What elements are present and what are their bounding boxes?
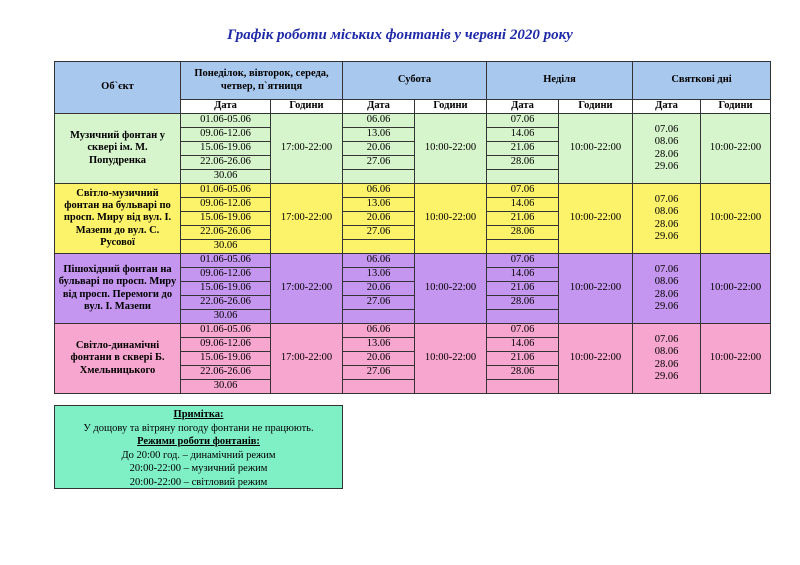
saturday-date-cell: 27.06 [343, 366, 415, 380]
holiday-date: 08.06 [654, 276, 679, 288]
sunday-date-cell [487, 310, 559, 324]
sunday-date-cell [487, 240, 559, 254]
schedule-body [55, 114, 771, 394]
saturday-date-cell: 20.06 [343, 282, 415, 296]
table-row [55, 184, 771, 198]
sunday-date-cell [487, 170, 559, 184]
weekday-date-cell: 01.06-05.06 [181, 324, 271, 338]
saturday-date-cell: 13.06 [343, 268, 415, 282]
saturday-date-cell: 06.06 [343, 324, 415, 338]
sunday-hours-cell: 10:00-22:00 [559, 324, 633, 394]
holiday-date: 08.06 [654, 346, 679, 358]
weekday-date-cell: 15.06-19.06 [181, 142, 271, 156]
fountain-name: Пішохідний фонтан на бульварі по просп. Миру від просп. Перемоги до вул. І. Мазепи [55, 254, 181, 324]
sunday-date-cell: 07.06 [487, 324, 559, 338]
subheader-date: Дата [343, 100, 415, 114]
weekday-date-cell: 22.06-26.06 [181, 296, 271, 310]
sunday-date-cell: 28.06 [487, 226, 559, 240]
saturday-date-cell [343, 310, 415, 324]
holiday-hours-cell: 10:00-22:00 [701, 184, 771, 254]
holiday-date: 28.06 [654, 218, 679, 230]
sunday-hours-cell: 10:00-22:00 [559, 184, 633, 254]
weekday-hours-cell: 17:00-22:00 [271, 114, 343, 184]
fountain-name: Музичний фонтан у сквері ім. М. Попудренка [55, 114, 181, 184]
weekday-date-cell: 01.06-05.06 [181, 254, 271, 268]
holiday-hours-cell: 10:00-22:00 [701, 324, 771, 394]
saturday-date-cell: 06.06 [343, 184, 415, 198]
note-text: У дощову та вітряну погоду фонтани не працюють. [83, 422, 314, 434]
holiday-hours-cell: 10:00-22:00 [701, 254, 771, 324]
holiday-date: 29.06 [654, 230, 679, 242]
holiday-date: 29.06 [654, 300, 679, 312]
subheader-date: Дата [487, 100, 559, 114]
sunday-date-cell: 14.06 [487, 128, 559, 142]
saturday-hours-cell: 10:00-22:00 [415, 114, 487, 184]
weekday-date-cell: 30.06 [181, 240, 271, 254]
sunday-date-cell: 07.06 [487, 114, 559, 128]
sunday-date-cell: 14.06 [487, 338, 559, 352]
sunday-date-cell: 14.06 [487, 198, 559, 212]
sunday-date-cell: 14.06 [487, 268, 559, 282]
holiday-date: 28.06 [654, 358, 679, 370]
weekday-date-cell: 15.06-19.06 [181, 352, 271, 366]
weekday-date-cell: 30.06 [181, 170, 271, 184]
holiday-date: 07.06 [654, 124, 679, 136]
sunday-date-cell: 21.06 [487, 282, 559, 296]
weekday-date-cell: 09.06-12.06 [181, 268, 271, 282]
subheader-date: Дата [633, 100, 701, 114]
schedule-table [54, 61, 771, 394]
mode-line: 20:00-22:00 – музичний режим [129, 463, 268, 474]
holiday-hours-cell: 10:00-22:00 [701, 114, 771, 184]
sunday-date-cell: 21.06 [487, 352, 559, 366]
weekday-hours-cell: 17:00-22:00 [271, 324, 343, 394]
saturday-date-cell [343, 240, 415, 254]
holiday-date: 07.06 [654, 264, 679, 276]
subheader-hours: Години [701, 100, 771, 114]
saturday-hours-cell: 10:00-22:00 [415, 254, 487, 324]
weekday-date-cell: 22.06-26.06 [181, 226, 271, 240]
weekday-hours-cell: 17:00-22:00 [271, 184, 343, 254]
header-saturday: Субота [343, 62, 487, 100]
sunday-hours-cell: 10:00-22:00 [559, 254, 633, 324]
weekday-hours-cell: 17:00-22:00 [271, 254, 343, 324]
page-title: Графік роботи міських фонтанів у червні 2020 року [227, 27, 573, 43]
saturday-hours-cell: 10:00-22:00 [415, 324, 487, 394]
weekday-date-cell: 30.06 [181, 380, 271, 394]
saturday-date-cell: 27.06 [343, 156, 415, 170]
holiday-date: 28.06 [654, 148, 679, 160]
saturday-date-cell: 27.06 [343, 226, 415, 240]
weekday-date-cell: 15.06-19.06 [181, 212, 271, 226]
fountain-name: Світло-музичний фонтан на бульварі по просп. Миру від вул. І. Мазепи до вул. С. Русової [55, 184, 181, 254]
saturday-date-cell: 13.06 [343, 338, 415, 352]
sunday-date-cell: 21.06 [487, 142, 559, 156]
holiday-dates-cell [633, 114, 701, 184]
holiday-date: 28.06 [654, 288, 679, 300]
weekday-date-cell: 09.06-12.06 [181, 198, 271, 212]
table-row [55, 114, 771, 128]
saturday-date-cell: 20.06 [343, 142, 415, 156]
sunday-date-cell [487, 380, 559, 394]
sunday-date-cell: 28.06 [487, 366, 559, 380]
sunday-date-cell: 07.06 [487, 184, 559, 198]
saturday-date-cell: 20.06 [343, 352, 415, 366]
subheader-hours: Години [271, 100, 343, 114]
subheader-hours: Години [415, 100, 487, 114]
holiday-dates-cell [633, 184, 701, 254]
holiday-dates-cell [633, 324, 701, 394]
note-heading: Примітка: [173, 409, 224, 420]
saturday-date-cell: 06.06 [343, 254, 415, 268]
saturday-date-cell [343, 170, 415, 184]
saturday-date-cell: 20.06 [343, 212, 415, 226]
saturday-date-cell [343, 380, 415, 394]
holiday-date: 08.06 [654, 206, 679, 218]
weekday-date-cell: 22.06-26.06 [181, 366, 271, 380]
saturday-date-cell: 06.06 [343, 114, 415, 128]
weekday-date-cell: 01.06-05.06 [181, 184, 271, 198]
holiday-dates-cell [633, 254, 701, 324]
weekday-date-cell: 15.06-19.06 [181, 282, 271, 296]
sunday-date-cell: 28.06 [487, 156, 559, 170]
mode-line: 20:00-22:00 – світловий режим [129, 476, 268, 488]
weekday-date-cell: 30.06 [181, 310, 271, 324]
holiday-date: 07.06 [654, 194, 679, 206]
saturday-date-cell: 13.06 [343, 128, 415, 142]
header-weekdays: Понеділок, вівторок, середа, четвер, п`ятниця [181, 62, 343, 100]
holiday-date: 07.06 [654, 334, 679, 346]
weekday-date-cell: 09.06-12.06 [181, 128, 271, 142]
header-holidays: Святкові дні [633, 62, 771, 100]
header-sunday: Неділя [487, 62, 633, 100]
weekday-date-cell: 01.06-05.06 [181, 114, 271, 128]
sunday-date-cell: 21.06 [487, 212, 559, 226]
sunday-hours-cell: 10:00-22:00 [559, 114, 633, 184]
holiday-date: 29.06 [654, 370, 679, 382]
table-row [55, 324, 771, 338]
mode-line: До 20:00 год. – динамічний режим [121, 449, 276, 461]
subheader-date: Дата [181, 100, 271, 114]
holiday-date: 29.06 [654, 160, 679, 172]
header-object: Об`єкт [55, 62, 181, 114]
saturday-hours-cell: 10:00-22:00 [415, 184, 487, 254]
sunday-date-cell: 07.06 [487, 254, 559, 268]
weekday-date-cell: 09.06-12.06 [181, 338, 271, 352]
saturday-date-cell: 13.06 [343, 198, 415, 212]
holiday-date: 08.06 [654, 136, 679, 148]
modes-heading: Режими роботи фонтанів: [137, 436, 260, 447]
weekday-date-cell: 22.06-26.06 [181, 156, 271, 170]
sunday-date-cell: 28.06 [487, 296, 559, 310]
note-box [54, 405, 343, 489]
subheader-hours: Години [559, 100, 633, 114]
fountain-name: Світло-динамічні фонтани в сквері Б. Хмельницького [55, 324, 181, 394]
table-row [55, 254, 771, 268]
saturday-date-cell: 27.06 [343, 296, 415, 310]
